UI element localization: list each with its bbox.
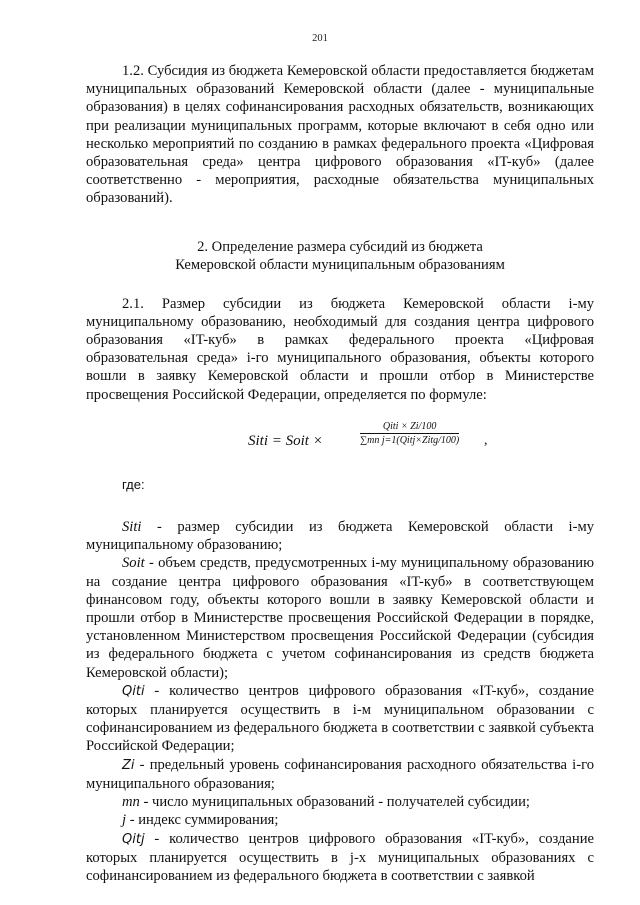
paragraph-2-1: 2.1. Размер субсидии из бюджета Кемеровской области i-му муниципальному образованию, необходимый для создания центра цифрового образования «IT-куб» в рамках федерального проекта «Цифровая образовательная среда» i-го муниципального образования, объекты которого вошли в заявку Кемеровской области и прошли отбор в Министерстве просвещения Российской Федерации, определяется по формуле:: [86, 295, 594, 403]
definition-symbol: Siti: [122, 519, 142, 536]
definition-text: - предельный уровень софинансирования расходного обязательства i-го муниципального образования;: [86, 756, 594, 792]
definition-siti: [86, 518, 594, 554]
formula-denominator: ∑mn j=1(Qitj×Zitg/100): [360, 434, 460, 446]
definition-symbol: Qitj: [122, 831, 145, 847]
section-heading-line1: 2. Определение размера субсидий из бюджета: [197, 238, 483, 255]
definition-symbol: Zi: [122, 757, 135, 773]
definition-symbol: mn: [122, 794, 140, 811]
definition-text: - индекс суммирования;: [126, 812, 279, 829]
definition-text: - количество центров цифрового образования «IT-куб», создание которых планируется осуществить в j-х муниципальных образованиях с софинансированием из федерального бюджета в соответствии с заявкой: [86, 830, 594, 884]
definition-j: [86, 811, 594, 829]
where-label: где:: [122, 476, 145, 492]
definition-qiti: [86, 682, 594, 756]
formula-left: Siti = Soit ×: [248, 432, 323, 449]
definition-mn: [86, 793, 594, 811]
formula-numerator: Qiti × Zi/100: [360, 420, 459, 434]
definition-zi: [86, 756, 594, 793]
document-body: [86, 62, 594, 885]
subsidy-formula: [86, 410, 594, 468]
formula-trailing: ,: [484, 432, 488, 448]
section-heading-line2: Кемеровской области муниципальным образованиям: [175, 257, 505, 274]
definition-symbol: j: [122, 812, 127, 829]
definition-text: - количество центров цифрового образования «IT-куб», создание которых планируется осуществить в i-м муниципальном образовании с софинансированием из федерального бюджета в соответствии с заявкой субъекта Российской Федерации;: [86, 682, 594, 755]
page-number: 201: [312, 33, 328, 44]
definition-soit: [86, 554, 594, 681]
definition-symbol: Qiti: [122, 683, 145, 699]
definition-text: - размер субсидии из бюджета Кемеровской области i-му муниципальному образованию;: [86, 519, 594, 554]
definition-text: - объем средств, предусмотренных i-му муниципальному образованию на создание центра цифрового образования «IT-куб» в соответствующем финансовом году, объекты которого вошли в заявку Кемеровской области и прошли отбор в Министерстве просвещения Российской Федерации в порядке, установленном Министерством просвещения Российской Федерации (субсидия из федерального бюджета с учетом софинансирования из средств бюджета Кемеровской области);: [86, 555, 594, 681]
formula-fraction: [360, 420, 459, 447]
definition-symbol: Soit: [122, 555, 145, 572]
section-heading: [86, 238, 594, 275]
definition-text: - число муниципальных образований - получателей субсидии;: [139, 794, 530, 811]
paragraph-1-2: 1.2. Субсидия из бюджета Кемеровской области предоставляется бюджетам муниципальных образований Кемеровской области (далее - муниципальные образования) в целях софинансирования расходных обязательств, возникающих при реализации муниципальных программ, которые включают в себя одно или несколько мероприятий по созданию в рамках федерального проекта «Цифровая образовательная среда» центра цифрового образования «IT-куб» (далее соответственно - мероприятия, расходные обязательства муниципальных образований).: [86, 63, 594, 207]
definition-qitj: [86, 830, 594, 886]
